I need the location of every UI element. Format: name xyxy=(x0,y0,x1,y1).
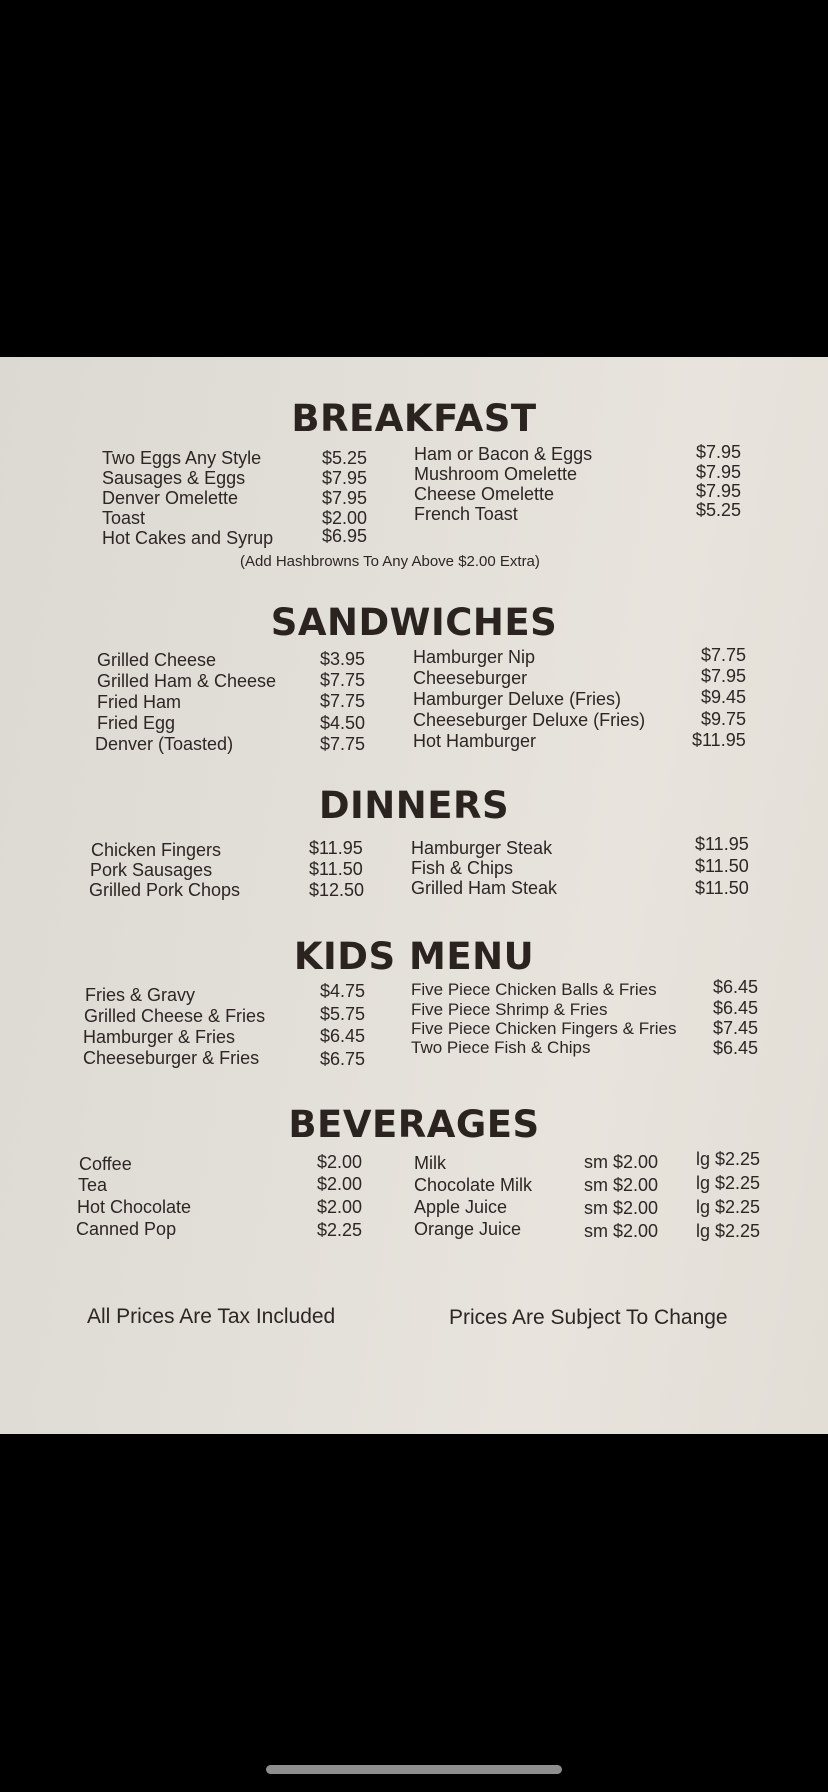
breakfast-note: (Add Hashbrowns To Any Above $2.00 Extra) xyxy=(240,553,540,570)
beverages-item: Orange Juice xyxy=(414,1219,522,1239)
kids-item: Five Piece Shrimp & Fries xyxy=(411,1000,608,1019)
beverages-large-price: lg $2.25 xyxy=(696,1149,761,1169)
sandwiches-item: Fried Egg xyxy=(97,713,176,733)
breakfast-item: Hot Cakes and Syrup xyxy=(102,528,274,548)
sandwiches-item: Fried Ham xyxy=(97,692,182,712)
breakfast-title: BREAKFAST xyxy=(291,397,537,440)
kids-price: $6.45 xyxy=(713,1038,759,1058)
beverages-small-price: sm $2.00 xyxy=(584,1152,659,1172)
dinners-price: $11.50 xyxy=(695,878,749,898)
beverages-large-price: lg $2.25 xyxy=(696,1173,761,1193)
beverages-item: Coffee xyxy=(79,1154,132,1174)
kids-price: $5.75 xyxy=(320,1004,366,1024)
sandwiches-price: $7.75 xyxy=(320,670,366,690)
beverages-price: $2.00 xyxy=(317,1152,363,1172)
kids-item: Two Piece Fish & Chips xyxy=(411,1038,591,1057)
beverages-large-price: lg $2.25 xyxy=(696,1221,761,1241)
kids-price: $6.75 xyxy=(320,1049,366,1069)
beverages-item: Chocolate Milk xyxy=(414,1175,533,1195)
dinners-price: $11.95 xyxy=(695,834,749,854)
breakfast-item: Ham or Bacon & Eggs xyxy=(414,444,593,464)
dinners-item: Grilled Pork Chops xyxy=(89,880,241,900)
sandwiches-price: $11.95 xyxy=(692,730,746,750)
beverages-small-price: sm $2.00 xyxy=(584,1198,659,1218)
kids-price: $4.75 xyxy=(320,981,366,1001)
sandwiches-price: $7.95 xyxy=(701,666,747,686)
beverages-price: $2.25 xyxy=(317,1220,363,1240)
dinners-item: Fish & Chips xyxy=(411,858,514,878)
home-indicator[interactable] xyxy=(266,1765,562,1774)
breakfast-item: Mushroom Omelette xyxy=(414,464,578,484)
sandwiches-title: SANDWICHES xyxy=(270,601,558,644)
kids-price: $7.45 xyxy=(713,1018,759,1038)
breakfast-item: French Toast xyxy=(414,504,518,524)
kids-price: $6.45 xyxy=(320,1026,366,1046)
kids-price: $6.45 xyxy=(713,998,759,1018)
breakfast-item: Cheese Omelette xyxy=(414,484,555,504)
beverages-item: Canned Pop xyxy=(76,1219,177,1239)
sandwiches-item: Grilled Ham & Cheese xyxy=(97,671,277,691)
kids-item: Hamburger & Fries xyxy=(83,1027,236,1047)
dinners-price: $11.50 xyxy=(309,859,363,879)
kids-item: Grilled Cheese & Fries xyxy=(84,1006,266,1026)
dinners-price: $11.95 xyxy=(309,838,363,858)
beverages-price: $2.00 xyxy=(317,1197,363,1217)
beverages-item: Milk xyxy=(414,1153,446,1173)
dinners-price: $11.50 xyxy=(695,856,749,876)
dinners-item: Grilled Ham Steak xyxy=(411,878,558,898)
tax-notice: All Prices Are Tax Included xyxy=(87,1305,336,1328)
beverages-small-price: sm $2.00 xyxy=(584,1175,659,1195)
beverages-price: $2.00 xyxy=(317,1174,363,1194)
breakfast-price: $7.95 xyxy=(322,488,368,508)
sandwiches-price: $4.50 xyxy=(320,713,366,733)
breakfast-price: $5.25 xyxy=(696,500,742,520)
sandwiches-item: Hamburger Nip xyxy=(413,647,536,667)
kids-item: Five Piece Chicken Balls & Fries xyxy=(411,980,657,999)
breakfast-price: $7.95 xyxy=(696,481,742,501)
breakfast-price: $7.95 xyxy=(696,442,742,462)
kids-title: KIDS MENU xyxy=(293,935,535,978)
menu-page xyxy=(0,357,828,1434)
breakfast-price: $7.95 xyxy=(322,468,368,488)
kids-price: $6.45 xyxy=(713,977,759,997)
breakfast-item: Sausages & Eggs xyxy=(102,468,246,488)
dinners-price: $12.50 xyxy=(309,880,365,900)
sandwiches-item: Grilled Cheese xyxy=(97,650,217,670)
price-change-notice: Prices Are Subject To Change xyxy=(449,1306,728,1329)
sandwiches-item: Denver (Toasted) xyxy=(95,734,234,754)
kids-item: Fries & Gravy xyxy=(85,985,196,1005)
sandwiches-item: Hamburger Deluxe (Fries) xyxy=(413,689,622,709)
breakfast-price: $7.95 xyxy=(696,462,742,482)
sandwiches-price: $7.75 xyxy=(320,734,366,754)
beverages-item: Apple Juice xyxy=(414,1197,508,1217)
breakfast-price: $2.00 xyxy=(322,508,368,528)
sandwiches-price: $9.45 xyxy=(701,687,747,707)
beverages-title: BEVERAGES xyxy=(288,1103,540,1146)
dinners-title: DINNERS xyxy=(318,784,510,827)
kids-item: Five Piece Chicken Fingers & Fries xyxy=(411,1019,677,1038)
beverages-item: Hot Chocolate xyxy=(77,1197,192,1217)
beverages-large-price: lg $2.25 xyxy=(696,1197,761,1217)
sandwiches-price: $7.75 xyxy=(320,691,366,711)
sandwiches-item: Cheeseburger xyxy=(413,668,528,688)
breakfast-item: Two Eggs Any Style xyxy=(102,448,262,468)
breakfast-item: Denver Omelette xyxy=(102,488,239,508)
dinners-item: Pork Sausages xyxy=(90,860,213,880)
breakfast-item: Toast xyxy=(102,508,146,528)
sandwiches-item: Hot Hamburger xyxy=(413,731,537,751)
sandwiches-item: Cheeseburger Deluxe (Fries) xyxy=(413,710,646,730)
dinners-item: Hamburger Steak xyxy=(411,838,553,858)
dinners-item: Chicken Fingers xyxy=(91,840,222,860)
sandwiches-price: $3.95 xyxy=(320,649,366,669)
sandwiches-price: $7.75 xyxy=(701,645,747,665)
sandwiches-price: $9.75 xyxy=(701,709,747,729)
breakfast-price: $6.95 xyxy=(322,526,368,546)
breakfast-price: $5.25 xyxy=(322,448,368,468)
beverages-item: Tea xyxy=(78,1175,108,1195)
kids-item: Cheeseburger & Fries xyxy=(83,1048,260,1068)
beverages-small-price: sm $2.00 xyxy=(584,1221,659,1241)
